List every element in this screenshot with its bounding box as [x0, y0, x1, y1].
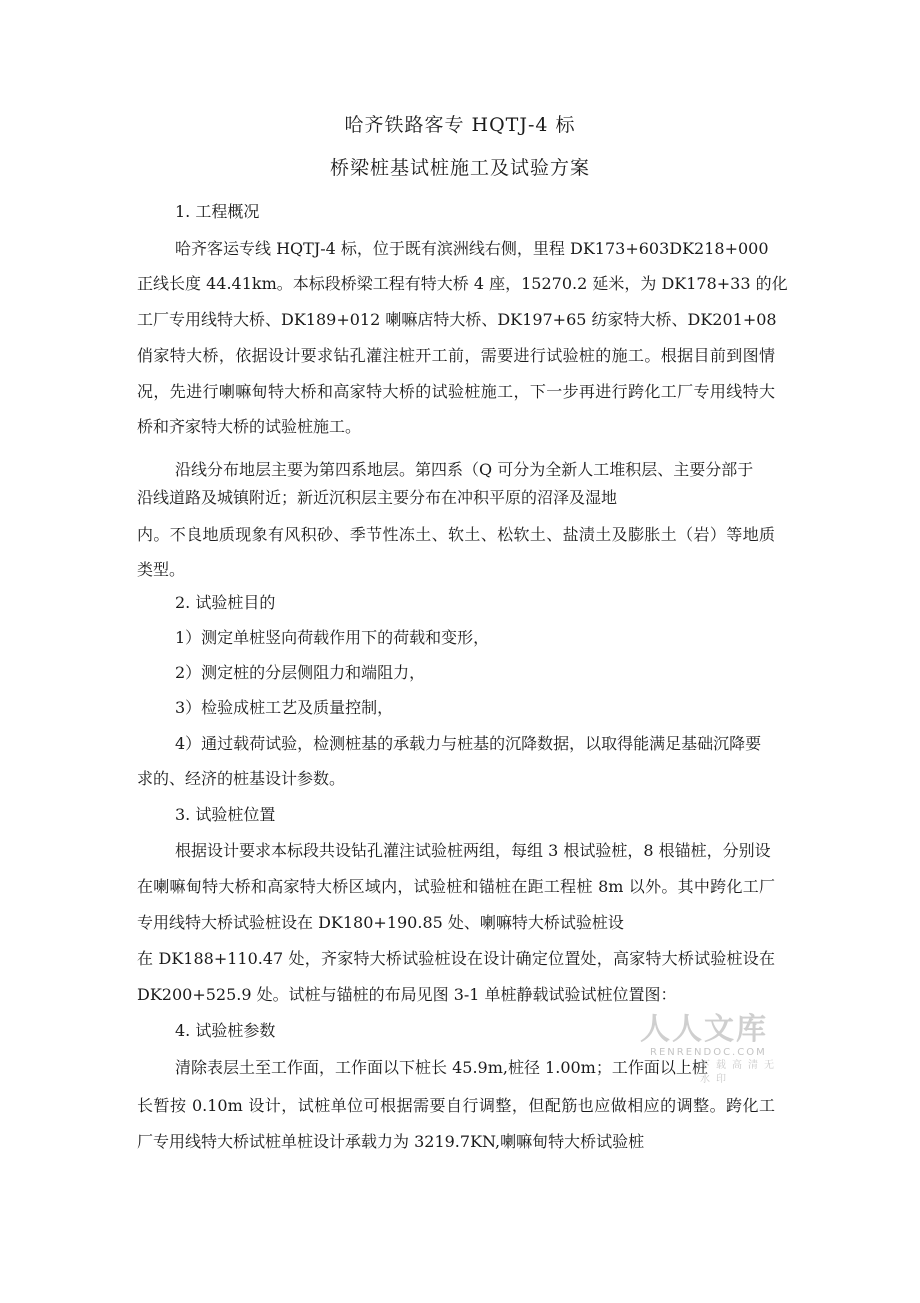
list-item: 4）通过载荷试验，检测桩基的承载力与桩基的沉降数据，以取得能满足基础沉降要 [175, 734, 762, 753]
paragraph-line: 正线长度 44.41km。本标段桥梁工程有特大桥 4 座，15270.2 延米，为 DK178+33 的化 [137, 274, 788, 293]
paragraph-line: 俏家特大桥，依据设计要求钻孔灌注桩开工前，需要进行试验桩的施工。根据目前到图情 [137, 346, 775, 365]
paragraph-line: 厂专用线特大桥试桩单桩设计承载力为 3219.7KN,喇嘛甸特大桥试验桩 [137, 1132, 645, 1151]
paragraph-line: 哈齐客运专线 HQTJ-4 标，位于既有滨洲线右侧，里程 DK173+603DK218+000 [175, 239, 769, 258]
paragraph-line: 长暂按 0.10m 设计，试桩单位可根据需要自行调整，但配筋也应做相应的调整。跨化工 [137, 1096, 775, 1115]
paragraph-line: 在喇嘛甸特大桥和高家特大桥区域内，试验桩和锚桩在距工程桩 8m 以外。其中跨化工厂 [137, 877, 775, 896]
watermark-title: 人人文库 [640, 1012, 768, 1047]
paragraph-line: 沿线分布地层主要为第四系地层。第四系（Q 可分为全新人工堆积层、主要分部于 [175, 460, 754, 479]
section-heading-3: 3. 试验桩位置 [175, 805, 276, 824]
list-item: 2）测定桩的分层侧阻力和端阻力， [175, 663, 426, 682]
paragraph-line: 况，先进行喇嘛甸特大桥和高家特大桥的试验桩施工，下一步再进行跨化工厂专用线特大 [137, 382, 775, 401]
paragraph-line: 沿线道路及城镇附近；新近沉积层主要分布在冲积平原的沼泽及湿地 [137, 488, 618, 507]
paragraph-line: 求的、经济的桩基设计参数。 [137, 769, 346, 788]
section-heading-2: 2. 试验桩目的 [175, 593, 276, 612]
paragraph-line: 专用线特大桥试验桩设在 DK180+190.85 处、喇嘛特大桥试验桩设 [137, 913, 624, 932]
paragraph-line: 清除表层土至工作面，工作面以下桩长 45.9m,桩径 1.00m；工作面以上桩 [175, 1058, 708, 1077]
list-item: 3）检验成桩工艺及质量控制， [175, 698, 394, 717]
watermark-url: RENRENDOC.COM [650, 1047, 767, 1058]
paragraph-line: 桥和齐家特大桥的试验桩施工。 [137, 417, 362, 436]
title-line-1: 哈齐铁路客专 HQTJ-4 标 [344, 114, 576, 136]
paragraph-line: 内。不良地质现象有风积砂、季节性冻土、软土、松软土、盐渍土及膨胀土（岩）等地质 [137, 525, 775, 544]
watermark-tagline: 下载高清无水印 [700, 1060, 780, 1085]
paragraph-line: 根据设计要求本标段共设钻孔灌注试验桩两组，每组 3 根试验桩，8 根锚桩，分别设 [175, 841, 771, 860]
paragraph-line: 工厂专用线特大桥、DK189+012 喇嘛店特大桥、DK197+65 纺家特大桥、DK201+08 [137, 310, 777, 329]
section-heading-1: 1. 工程概况 [175, 202, 260, 221]
paragraph-line: 在 DK188+110.47 处，齐家特大桥试验桩设在设计确定位置处，高家特大桥试验桩设在 [137, 949, 775, 968]
title-line-2: 桥梁桩基试桩施工及试验方案 [329, 157, 590, 179]
list-item: 1）测定单桩竖向荷载作用下的荷载和变形， [175, 628, 490, 647]
paragraph-line: 类型。 [137, 560, 186, 579]
section-heading-4: 4. 试验桩参数 [175, 1021, 276, 1040]
paragraph-line: DK200+525.9 处。试桩与锚桩的布局见图 3-1 单桩静载试验试桩位置图： [137, 985, 677, 1004]
